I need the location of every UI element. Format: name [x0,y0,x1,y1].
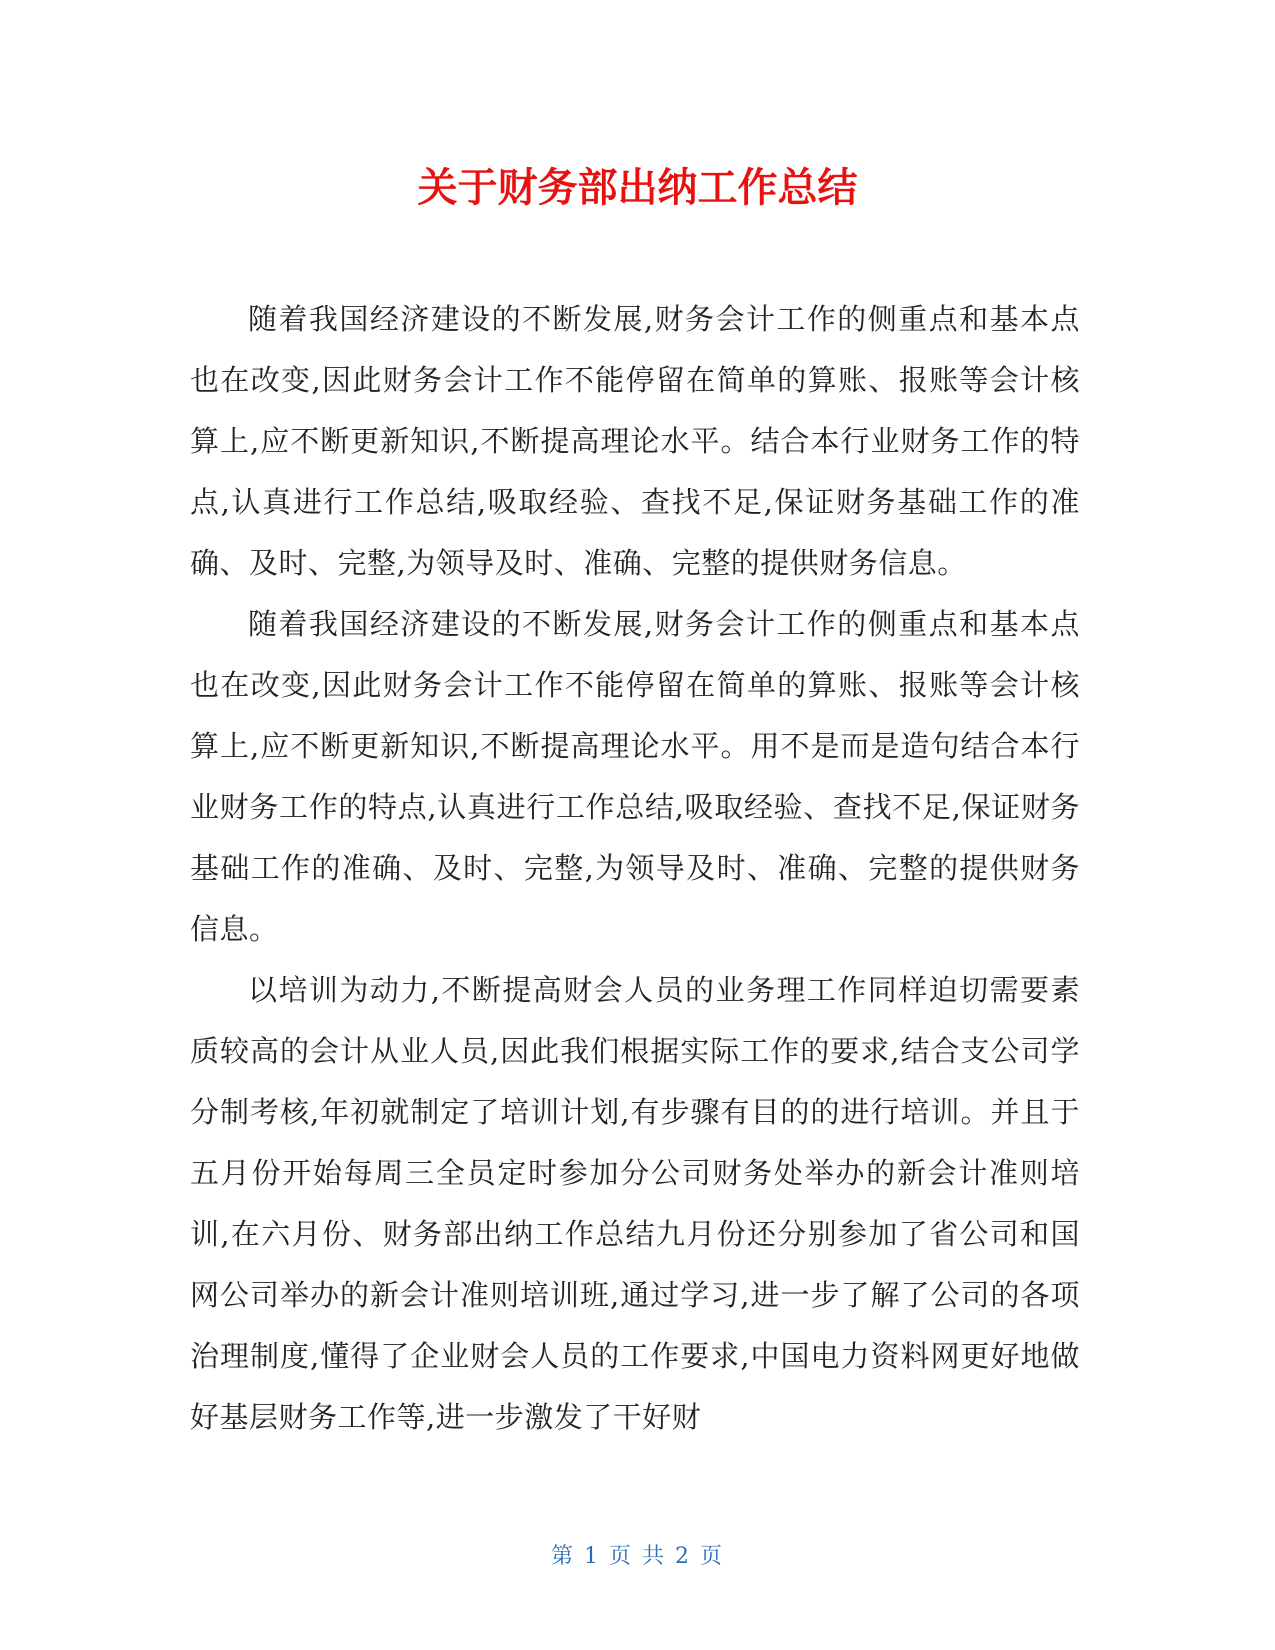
paragraph-2: 随着我国经济建设的不断发展,财务会计工作的侧重点和基本点也在改变,因此财务会计工作不能停留在简单的算账、报账等会计核算上,应不断更新知识,不断提高理论水平。用不是而是造句结合本行业财务工作的特点,认真进行工作总结,吸取经验、查找不足,保证财务基础工作的准确、及时、完整,为领导及时、准确、完整的提供财务信息。 [190,607,1080,946]
document-body [190,289,1080,1448]
page-number-footer: 第 1 页 共 2 页 [551,1544,724,1569]
document-title: 关于财务部出纳工作总结 [417,165,858,211]
paragraph-3: 以培训为动力,不断提高财会人员的业务理工作同样迫切需要素质较高的会计从业人员,因此我们根据实际工作的要求,结合支公司学分制考核,年初就制定了培训计划,有步骤有目的的进行培训。并且于五月份开始每周三全员定时参加分公司财务处举办的新会计准则培训,在六月份、财务部出纳工作总结九月份还分别参加了省公司和国网公司举办的新会计准则培训班,通过学习,进一步了解了公司的各项治理制度,懂得了企业财会人员的工作要求,中国电力资料网更好地做好基层财务工作等,进一步激发了干好财 [190,973,1080,1434]
paragraph-1: 随着我国经济建设的不断发展,财务会计工作的侧重点和基本点也在改变,因此财务会计工作不能停留在简单的算账、报账等会计核算上,应不断更新知识,不断提高理论水平。结合本行业财务工作的特点,认真进行工作总结,吸取经验、查找不足,保证财务基础工作的准确、及时、完整,为领导及时、准确、完整的提供财务信息。 [190,302,1080,580]
